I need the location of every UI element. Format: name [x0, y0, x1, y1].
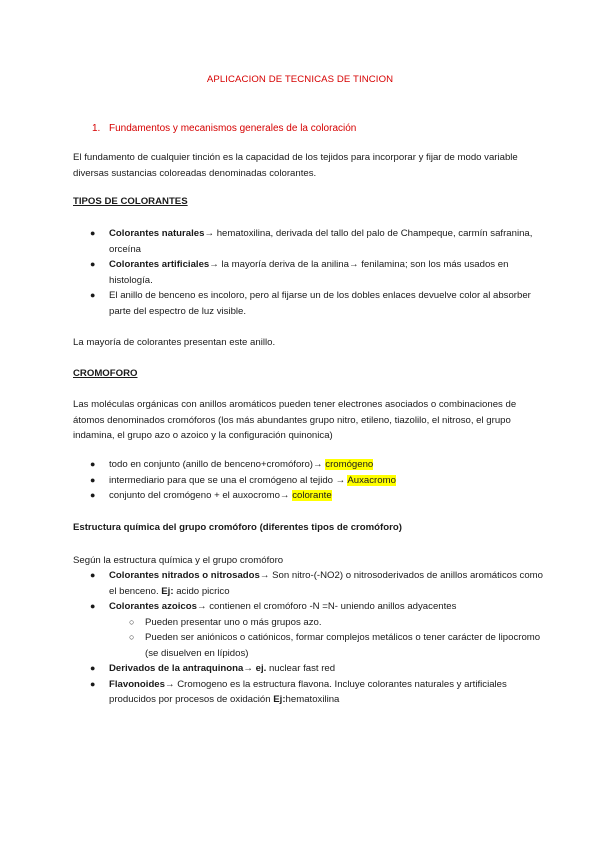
item-text: → hematoxilina, derivada del tallo del palo de Champeque, carmín safranina, orceína — [109, 228, 533, 255]
item-bold: Colorantes nitrados o nitrosados — [109, 570, 260, 581]
cromoforo-section — [73, 366, 533, 382]
list-item — [73, 457, 533, 473]
highlight-term: cromógeno — [325, 459, 374, 470]
highlight-term: colorante — [292, 490, 332, 502]
bullet-icon: ● — [90, 490, 96, 501]
cromoforo-paragraph: Las moléculas orgánicas con anillos aromáticos pueden tener electrones asociados o combinaciones de átomos denominados cromóforos (los más abundantes grupo nitro, etileno, tiazolilo, el nitroso, el grupo indamina, el grupo azo o azoico y la configuración quinonica) — [73, 399, 517, 442]
list-item — [73, 677, 545, 708]
estructura-list-continued — [73, 661, 545, 708]
list-item — [73, 661, 545, 677]
sublist-item — [73, 630, 545, 661]
list-item — [73, 473, 533, 489]
circle-bullet-icon: ○ — [129, 616, 135, 627]
bullet-icon: ● — [90, 570, 96, 580]
bullet-icon: ● — [90, 663, 96, 674]
list-item — [73, 288, 543, 319]
item-text: todo en conjunto (anillo de benceno+cromóforo)→ — [109, 459, 326, 470]
estructura-section — [73, 520, 553, 536]
item-text-example: hematoxilina — [285, 694, 340, 706]
item-text: → Son nitro-(-NO2) o nitrosoderivados de anillos aromáticos como el benceno. — [109, 570, 543, 597]
item-text: El anillo de benceno es incoloro, pero al fijarse un de los dobles enlaces devuelve color al absorber parte del espectro de luz visible. — [109, 290, 531, 317]
item-text-example: acido picrico — [173, 585, 230, 597]
item-bold: Colorantes naturales — [109, 228, 205, 239]
item-bold-example: Ej: — [161, 585, 174, 597]
bullet-icon: ● — [90, 601, 96, 612]
tipos-heading: TIPOS DE COLORANTES — [73, 196, 188, 207]
list-item — [73, 488, 533, 504]
bullet-icon: ● — [90, 474, 96, 485]
tipos-note-block — [73, 335, 533, 351]
section-number: 1. — [92, 123, 101, 134]
list-item — [73, 599, 545, 615]
item-bold-example: ej. — [255, 663, 267, 675]
item-bold: Flavonoides — [109, 678, 165, 690]
estructura-heading: Estructura química del grupo cromóforo (diferentes tipos de cromóforo) — [73, 522, 402, 533]
item-text: intermediario para que se una el cromógeno al tejido → — [109, 474, 348, 486]
item-bold: Colorantes artificiales — [109, 259, 210, 271]
bullet-icon: ● — [90, 459, 96, 469]
list-item — [73, 568, 545, 599]
list-item — [73, 257, 543, 288]
bullet-icon: ● — [90, 678, 96, 689]
tipos-section — [73, 194, 533, 210]
azoicos-sublist — [73, 615, 545, 662]
estructura-list-block — [73, 568, 545, 708]
item-text: → Cromogeno es la estructura flavona. Incluye colorantes naturales y artificiales producidos por procesos de oxidación — [109, 678, 507, 706]
item-bold: Colorantes azoicos — [109, 601, 197, 613]
item-text-example: nuclear fast red — [266, 663, 336, 675]
item-bold-example: Ej: — [273, 694, 286, 706]
bullet-icon: ● — [90, 290, 96, 301]
bullet-icon: ● — [90, 228, 96, 238]
subitem-text: Pueden presentar uno o más grupos azo. — [145, 616, 322, 628]
estructura-intro: Según la estructura química y el grupo cromóforo — [73, 555, 284, 566]
document-title: APLICACION DE TECNICAS DE TINCION — [206, 74, 394, 85]
item-text: → contienen el cromóforo -N =N- uniendo anillos adyacentes — [196, 601, 457, 613]
item-text: → la mayoría deriva de la anilina→ fenilamina; son los más usados en histología. — [109, 259, 509, 286]
circle-bullet-icon: ○ — [129, 632, 135, 643]
tipos-list-block — [73, 226, 543, 319]
tipos-note: La mayoría de colorantes presentan este anillo. — [73, 337, 276, 348]
sublist-item — [73, 615, 545, 631]
list-item — [73, 226, 543, 257]
cromoforo-list-block — [73, 457, 533, 504]
section-title: Fundamentos y mecanismos generales de la coloración — [109, 123, 357, 134]
section-heading — [92, 121, 356, 137]
highlight-term: Auxacromo — [347, 474, 396, 486]
estructura-list — [73, 568, 545, 615]
intro-paragraph: El fundamento de cualquier tinción es la capacidad de los tejidos para incorporar y fijar de modo variable diversas sustancias coloreadas denominadas colorantes. — [73, 152, 518, 179]
estructura-intro-block — [73, 553, 533, 569]
item-text: → — [243, 663, 256, 675]
subitem-text: Pueden ser aniónicos o catiónicos, formar complejos metálicos o tener carácter de lipocromo (se disuelven en lípidos) — [145, 632, 541, 659]
bullet-icon: ● — [90, 259, 96, 270]
cromoforo-list — [73, 457, 533, 504]
tipos-list — [73, 226, 543, 319]
cromoforo-heading: CROMOFORO — [73, 368, 138, 379]
intro-block — [73, 150, 533, 181]
item-text: conjunto del cromógeno + el auxocromo→ — [109, 490, 293, 502]
item-bold: Derivados de la antraquinona — [109, 663, 244, 675]
cromoforo-paragraph-block — [73, 397, 535, 444]
